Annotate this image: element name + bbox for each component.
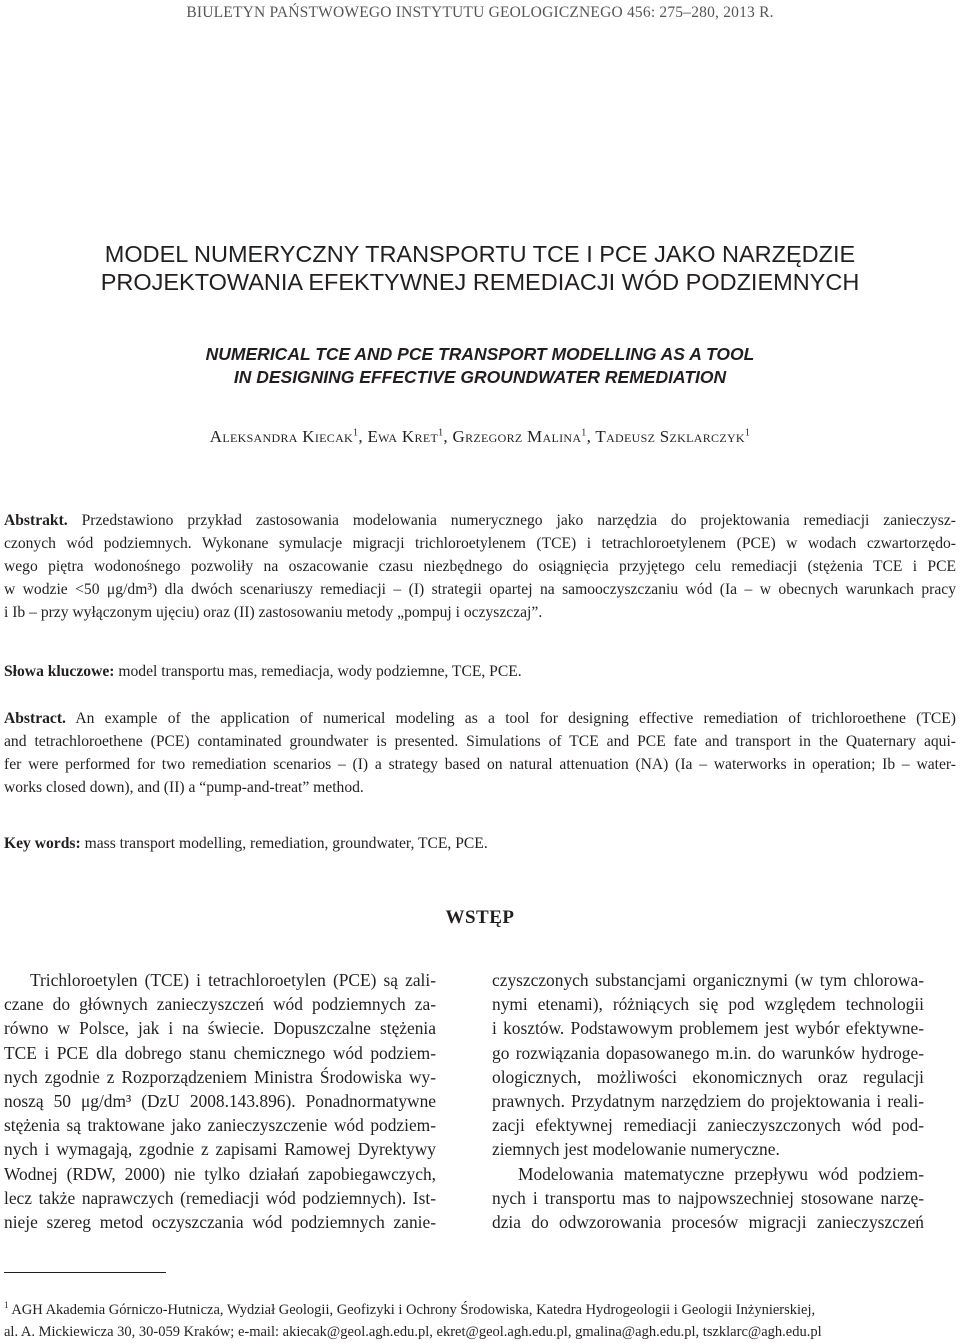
keywords-english-text: mass transport modelling, remediation, groundwater, TCE, PCE. <box>80 835 488 852</box>
abstract-english-line: Abstract. An example of the application of numerical modeling as a tool for designing effective remediation of trichloroethene (TCE) <box>4 710 956 727</box>
body-line: nieje szereg metod oczyszczania wód podziemnych zanie- <box>4 1212 436 1233</box>
body-line: Modelowania matematyczne przepływu wód podziem- <box>518 1163 924 1184</box>
body-line: noszą 50 μg/dm³ (DzU 2008.143.896). Ponadnormatywne <box>4 1091 436 1112</box>
abstract-polish-line: czonych wód podziemnych. Wykonane symulacje migracji trichloroetylenem (TCE) i tetrachloroetylenem (PCE) w wodach czwartorzędo- <box>4 535 956 552</box>
title-english <box>40 343 920 389</box>
keywords-polish <box>4 660 956 683</box>
abstract-polish-line: Abstrakt. Przedstawiono przykład zastosowania modelowania numerycznego jako narzędzia do projektowania remediacji zanieczysz- <box>4 512 956 529</box>
body-line: Trichloroetylen (TCE) i tetrachloroetylen (PCE) są zali- <box>30 970 436 990</box>
body-column-left <box>4 968 436 1234</box>
running-head: BIULETYN PAŃSTWOWEGO INSTYTUTU GEOLOGICZNEGO 456: 275–280, 2013 R. <box>186 4 774 21</box>
body-line: dzia do odwzorowania procesów migracji zanieczyszczeń <box>492 1212 924 1233</box>
author-name: Ewa Kret <box>367 427 439 446</box>
title-polish-line: MODEL NUMERYCZNY TRANSPORTU TCE I PCE JAKO NARZĘDZIE <box>104 241 856 267</box>
body-line: stężenia są traktowane jako zanieczyszczenie wód podziem- <box>4 1115 436 1136</box>
footnote-marker: 1 <box>4 1300 9 1310</box>
title-english-line: IN DESIGNING EFFECTIVE GROUNDWATER REMEDIATION <box>233 367 727 387</box>
keywords-english-label: Key words: <box>4 835 81 852</box>
keywords-polish-text: model transportu mas, remediacja, wody podziemne, TCE, PCE. <box>114 663 522 680</box>
body-line: go rozwiązania dopasowanego m.in. do warunków hydroge- <box>492 1042 924 1063</box>
abstract-english-label: Abstract. <box>4 710 66 727</box>
body-line: i kosztów. Podstawowym problemem jest wybór efektywne- <box>492 1018 924 1039</box>
body-line: nych zgodnie z Rozporządzeniem Ministra Środowiska wy- <box>4 1066 436 1087</box>
authors: Aleksandra Kiecak$^1$, Ewa Kret$^1$, Grzegorz Malina$^1$, Tadeusz Szklarczyk$^1$ <box>209 427 751 446</box>
body-line: ologicznych, możliwości ekonomicznych oraz regulacji <box>492 1066 924 1087</box>
keywords-english <box>4 832 956 855</box>
footnote-rule <box>4 1272 166 1273</box>
author-affiliation: 1 <box>744 427 751 439</box>
author-name: Tadeusz Szklarczyk <box>595 427 745 446</box>
title-polish-line: PROJEKTOWANIA EFEKTYWNEJ REMEDIACJI WÓD PODZIEMNYCH <box>100 269 860 295</box>
abstract-english-line: and tetrachloroethene (PCE) contaminated groundwater is presented. Simulations of TCE and PCE fate and transport in the Quaternary aqui- <box>4 733 956 750</box>
author-affiliation: 1 <box>438 427 444 439</box>
body-line: lecz także naprawczych (remediacji wód podziemnych). Ist- <box>4 1187 436 1208</box>
body-line: nych i wymagają, zgodnie z zapisami Ramowej Dyrektywy <box>4 1139 436 1160</box>
author-name: Grzegorz Malina <box>452 427 582 446</box>
abstract-polish-label: Abstrakt. <box>4 512 68 529</box>
body-line: Wodnej (RDW, 2000) nie tylko działań zapobiegawczych, <box>4 1163 436 1184</box>
body-line: czane do głównych zanieczyszczeń wód podziemnych za- <box>4 994 436 1015</box>
body-line: ziemnych jest modelowanie numeryczne. <box>492 1139 780 1160</box>
body-line: równo w Polsce, jak i na świecie. Dopuszczalne stężenia <box>4 1018 436 1039</box>
title-english-line: NUMERICAL TCE AND PCE TRANSPORT MODELLING AS A TOOL <box>205 344 755 364</box>
body-line: nymi etenami), różniących się pod względem technologii <box>492 994 924 1015</box>
abstract-polish <box>4 509 956 624</box>
keywords-polish-label: Słowa kluczowe: <box>4 663 115 680</box>
author-affiliation: 1 <box>581 427 587 439</box>
body-column-right <box>492 968 924 1234</box>
body-line: czyszczonych substancjami organicznymi (w tym chlorowa- <box>492 970 924 990</box>
abstract-english-line: works closed down), and (II) a “pump-and-treat” method. <box>4 779 364 796</box>
author-name: Aleksandra Kiecak <box>209 427 354 446</box>
footnote <box>4 1294 956 1343</box>
body-line: TCE i PCE dla dobrego stanu chemicznego wód podziem- <box>4 1042 436 1063</box>
body-line: prawnych. Przydatnym narzędziem do projektowania i reali- <box>492 1091 924 1112</box>
section-heading: WSTĘP <box>445 907 515 928</box>
abstract-english-line: fer were performed for two remediation scenarios – (I) a strategy based on natural attenuation (NA) (Ia – waterworks in operation; Ib – water- <box>4 756 956 773</box>
footnote-line: al. A. Mickiewicza 30, 30-059 Kraków; e-mail: akiecak@geol.agh.edu.pl, ekret@geol.agh.edu.pl, gmalina@agh.edu.pl, tszklarc@agh.edu.pl <box>4 1323 822 1340</box>
body-line: zacji efektywnej remediacji zanieczyszczonych wód pod- <box>492 1115 924 1136</box>
abstract-english <box>4 707 956 799</box>
abstract-polish-line: i Ib – przy wyłączonym ujęciu) oraz (II) zastosowaniu metody „pompuj i oczyszczaj”. <box>4 604 543 621</box>
abstract-polish-line: w wodzie <50 μg/dm³) dla dwóch scenariuszy remediacji – (I) strategii opartej na samooczyszczaniu wód (Ia – w obecnych warunkach pracy <box>4 581 956 598</box>
footnote-line: $^1$ AGH Akademia Górniczo-Hutnicza, Wydział Geologii, Geofizyki i Ochrony Środowiska, Katedra Hydrogeologii i Geologii Inżynierskiej, <box>4 1300 816 1318</box>
title-polish <box>40 240 920 296</box>
author-affiliation: 1 <box>353 427 359 439</box>
body-line: nych i transportu mas to najpowszechniej stosowane narzę- <box>492 1187 924 1208</box>
abstract-polish-line: wego piętra wodonośnego pozwoliły na oszacowanie czasu niezbędnego do osiągnięcia przyjętego celu remediacji (stężenia TCE i PCE <box>4 558 956 575</box>
